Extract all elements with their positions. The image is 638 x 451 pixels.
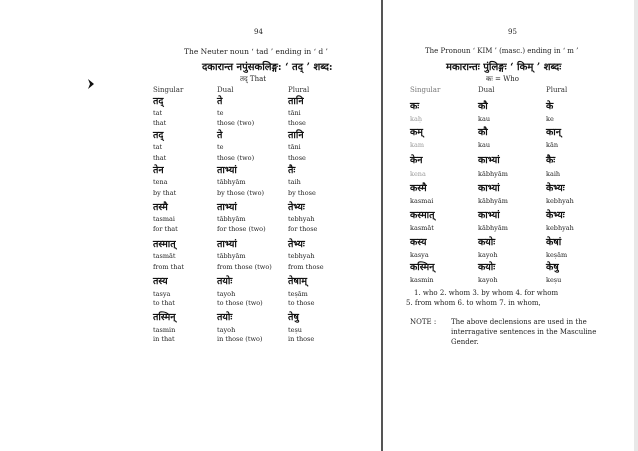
translit-dual: kābhyām (478, 170, 508, 178)
dev-singular: तद् (153, 130, 164, 141)
dev-singular: कः (410, 101, 420, 112)
translit-plural: tebhyah (288, 252, 315, 260)
dev-plural: तैः (288, 165, 296, 176)
header-dual: Dual (217, 86, 234, 94)
meaning-plural: those (288, 154, 306, 162)
meaning-singular: from that (153, 263, 184, 271)
translit-singular: tat (153, 143, 163, 151)
dev-dual: ताभ्यां (217, 239, 237, 250)
translit-dual: tābhyām (217, 252, 246, 260)
dev-dual: ते (217, 96, 223, 107)
dev-plural: कैः (546, 155, 556, 166)
dev-singular: कस्य (410, 237, 427, 248)
translit-plural: ke (546, 115, 554, 123)
translit-plural: tebhyah (288, 215, 315, 223)
sanskrit-heading: मकारान्तः पुंलिङ्गः ‘ किम् ’ शब्दः (446, 62, 562, 73)
translit-plural: teṣām (288, 290, 308, 298)
dev-plural: तेभ्यः (288, 202, 305, 213)
meaning-dual: in those (two) (217, 335, 263, 343)
translit-plural: tāni (288, 143, 301, 151)
translit-singular: tasmai (153, 215, 175, 223)
dev-singular: तस्मिन् (153, 312, 176, 323)
dev-plural: केभ्यः (546, 183, 565, 194)
meaning-dual: for those (two) (217, 225, 266, 233)
meaning-plural: for those (288, 225, 318, 233)
translit-dual: kābhyām (478, 224, 508, 232)
translit-plural: kaih (546, 170, 561, 178)
dev-dual: कयोः (478, 262, 496, 273)
note-line-3: Gender. (451, 338, 479, 346)
translit-singular: kam (410, 141, 424, 149)
meaning-plural: from those (288, 263, 324, 271)
translit-singular: kasmin (410, 276, 434, 284)
meaning-plural: by those (288, 189, 316, 197)
dev-singular: तेन (153, 165, 164, 176)
dev-dual: ताभ्यां (217, 202, 237, 213)
translit-singular: kasmāt (410, 224, 434, 232)
translit-singular: tasya (153, 290, 171, 298)
dev-plural: तेषु (288, 312, 299, 323)
translit-plural: kān (546, 141, 559, 149)
dev-plural: के (546, 101, 554, 112)
translit-dual: kābhyām (478, 197, 508, 205)
note-label: NOTE : (410, 318, 437, 326)
header-singular: Singular (153, 86, 184, 94)
dev-singular: केन (410, 155, 423, 166)
translit-plural: tāni (288, 109, 301, 117)
dev-dual: ताभ्यां (217, 165, 237, 176)
page-title: The Neuter noun ‘ tad ’ ending in ‘ d ’ (184, 47, 328, 56)
page-title: The Pronoun ‘ KIM ’ (masc.) ending in ‘ m ’ (425, 47, 579, 55)
translit-singular: tasmin (153, 326, 176, 334)
translit-dual: tābhyām (217, 215, 246, 223)
dev-plural: केषां (546, 237, 562, 248)
dev-singular: कस्मिन् (410, 262, 435, 273)
translit-singular: tena (153, 178, 168, 186)
meaning-dual: by those (two) (217, 189, 265, 197)
meanings-line-2: 5. from whom 6. to whom 7. in whom, (406, 299, 541, 307)
header-plural: Plural (288, 86, 310, 94)
meaning-dual: those (two) (217, 119, 255, 127)
dev-singular: तस्मै (153, 202, 168, 213)
sub-heading: तद् That (240, 75, 267, 83)
translit-singular: kasmai (410, 197, 434, 205)
dev-dual: ते (217, 130, 223, 141)
translit-dual: tayoh (217, 326, 236, 334)
header-singular: Singular (410, 86, 441, 94)
translit-plural: kebhyah (546, 224, 574, 232)
meaning-plural: to those (288, 299, 315, 307)
meaning-singular: for that (153, 225, 178, 233)
dev-dual: तयोः (217, 276, 233, 287)
meaning-singular: that (153, 119, 167, 127)
dev-plural: केभ्यः (546, 210, 565, 221)
dev-singular: कस्मात् (410, 210, 435, 221)
dev-singular: तस्य (153, 276, 168, 287)
hand-pointer-icon (86, 78, 96, 90)
translit-plural: teṣu (288, 326, 302, 334)
dev-dual: कौ (478, 101, 488, 112)
translit-dual: kau (478, 115, 491, 123)
book-spine (381, 0, 383, 451)
dev-plural: कान् (546, 127, 562, 138)
sanskrit-heading: दकारान्त नपुंसकलिङ्ग: ‘ तद् ’ शब्द: (202, 62, 333, 73)
dev-dual: काभ्यां (478, 183, 500, 194)
meaning-dual: to those (two) (217, 299, 263, 307)
translit-plural: keṣām (546, 251, 568, 259)
header-plural: Plural (546, 86, 568, 94)
dev-singular: तद् (153, 96, 164, 107)
translit-plural: kebhyah (546, 197, 574, 205)
dev-dual: काभ्यां (478, 155, 500, 166)
translit-dual: kayoh (478, 251, 498, 259)
translit-singular: kasya (410, 251, 429, 259)
translit-plural: taih (288, 178, 301, 186)
translit-dual: te (217, 143, 224, 151)
translit-singular: tat (153, 109, 163, 117)
meaning-dual: those (two) (217, 154, 255, 162)
dev-dual: काभ्यां (478, 210, 500, 221)
meaning-singular: that (153, 154, 167, 162)
translit-singular: tasmāt (153, 252, 176, 260)
page-number: 95 (508, 28, 517, 36)
dev-plural: तेभ्यः (288, 239, 305, 250)
translit-dual: tayoh (217, 290, 236, 298)
translit-singular: kena (410, 170, 426, 178)
dev-plural: केषु (546, 262, 559, 273)
meaning-dual: from those (two) (217, 263, 272, 271)
page-edge (634, 0, 638, 451)
meaning-singular: by that (153, 189, 177, 197)
dev-dual: कौ (478, 127, 488, 138)
translit-dual: kayoh (478, 276, 498, 284)
page-number: 94 (254, 28, 263, 36)
translit-dual: te (217, 109, 224, 117)
meaning-plural: those (288, 119, 306, 127)
dev-singular: कस्मै (410, 183, 427, 194)
header-dual: Dual (478, 86, 495, 94)
translit-dual: tābhyām (217, 178, 246, 186)
dev-plural: तानि (288, 96, 304, 107)
sub-heading: कः = Who (486, 75, 520, 83)
dev-plural: तेषाम् (288, 276, 308, 287)
dev-dual: तयोः (217, 312, 233, 323)
meanings-line-1: 1. who 2. whom 3. by whom 4. for whom (414, 289, 559, 297)
dev-plural: तानि (288, 130, 304, 141)
note-line-1: The above declensions are used in the (451, 318, 587, 326)
dev-singular: कम् (410, 127, 423, 138)
translit-singular: kaḥ (410, 115, 423, 123)
note-line-2: interragative sentences in the Masculine (451, 328, 597, 336)
translit-plural: keṣu (546, 276, 562, 284)
meaning-plural: in those (288, 335, 315, 343)
meaning-singular: to that (153, 299, 175, 307)
right-page (386, 0, 638, 451)
dev-singular: तस्मात् (153, 239, 176, 250)
translit-dual: kau (478, 141, 491, 149)
meaning-singular: in that (153, 335, 175, 343)
dev-dual: कयोः (478, 237, 496, 248)
